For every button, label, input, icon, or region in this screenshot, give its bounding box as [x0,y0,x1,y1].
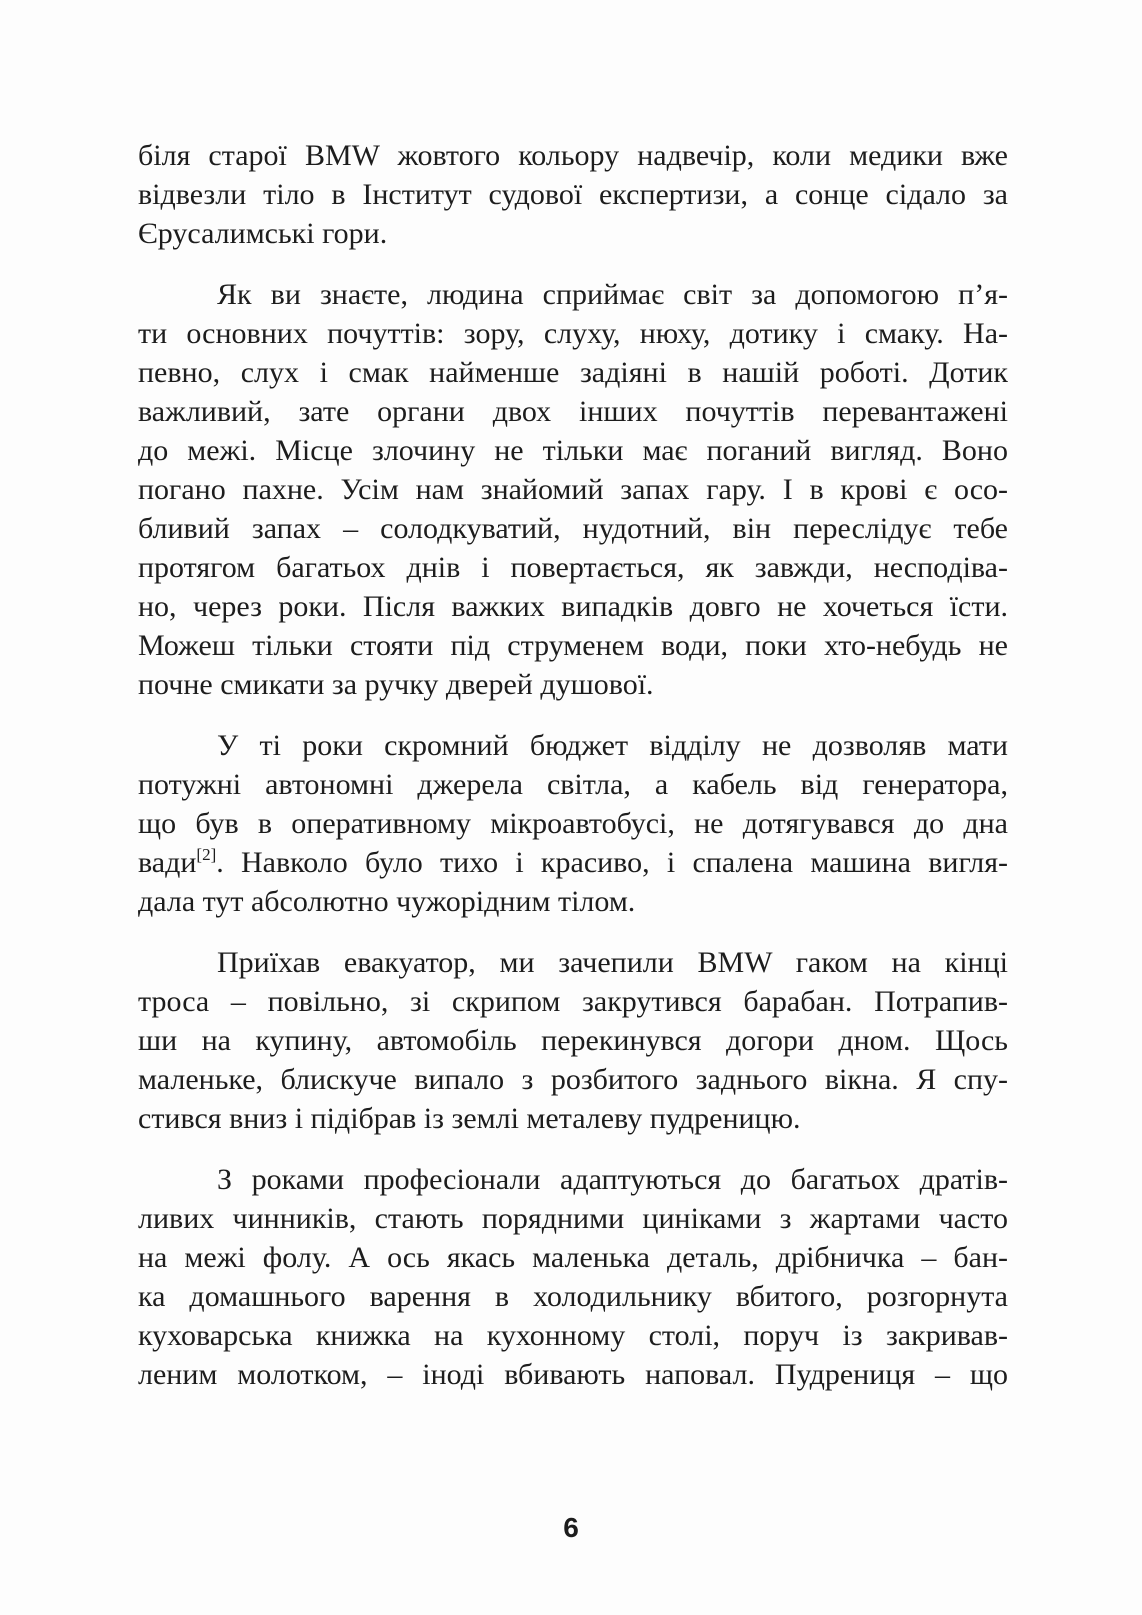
body-text [138,136,1008,1394]
text-line: ши на купину, автомобіль перекинувся догори дном. Щось [138,1024,1008,1057]
text-line: до межі. Місце злочину не тільки має поганий вигляд. Воно [138,434,1008,467]
text-line: З роками професіонали адаптуються до багатьох дратів- [217,1163,1008,1196]
text-fragment: вади [138,846,197,879]
text-line: маленьке, блискуче випало з розбитого заднього вікна. Я спу- [138,1063,1008,1096]
text-line: біля старої BMW жовтого кольору надвечір, коли медики вже [138,139,1008,172]
text-line: Можеш тільки стояти під струменем води, поки хто-небудь не [138,629,1008,662]
text-line: важливий, зате органи двох інших почуттів перевантажені [138,395,1008,428]
text-line: протягом багатьох днів і повертається, як завжди, несподіва- [138,551,1008,584]
text-line: леним молотком, – іноді вбивають наповал. Пудрениця – що [138,1358,1008,1391]
text-line: на межі фолу. А ось якась маленька деталь, дрібничка – бан- [138,1241,1008,1274]
footnote-reference[interactable]: [2] [196,845,217,864]
text-line: дала тут абсолютно чужорідним тілом. [138,885,636,918]
page-number: 6 [563,1512,579,1543]
text-line-with-footnote [138,843,1008,882]
text-line: ка домашнього варення в холодильнику вбитого, розгорнута [138,1280,1008,1313]
text-fragment: . Навколо було тихо і красиво, і спалена машина вигля- [216,846,1008,879]
text-line: У ті роки скромний бюджет відділу не дозволяв мати [217,729,1008,762]
text-line: погано пахне. Усім нам знайомий запах гару. І в крові є осо- [138,473,1008,506]
text-line: Як ви знаєте, людина сприймає світ за допомогою п’я- [217,278,1008,311]
text-line: ливих чинників, стають порядними циніками з жартами часто [138,1202,1008,1235]
text-line: потужні автономні джерела світла, а кабель від генератора, [138,768,1008,801]
text-line: почне смикати за ручку дверей душової. [138,668,654,701]
text-line: відвезли тіло в Інститут судової експертизи, а сонце сідало за [138,178,1008,211]
text-line: певно, слух і смак найменше задіяні в нашій роботі. Дотик [138,356,1008,389]
text-line: Приїхав евакуатор, ми зачепили BMW гаком на кінці [217,946,1008,979]
text-line: що був в оперативному мікроавтобусі, не дотягувався до дна [138,807,1008,840]
text-line: троса – повільно, зі скрипом закрутився барабан. Потрапив- [138,985,1008,1018]
text-line: ти основних почуттів: зору, слуху, нюху, дотику і смаку. На- [138,317,1008,350]
text-line: Єрусалимські гори. [138,217,388,250]
text-line: стився вниз і підібрав із землі металеву пудреницю. [138,1102,801,1135]
text-line: куховарська книжка на кухонному столі, поруч із закривав- [138,1319,1008,1352]
text-line: бливий запах – солодкуватий, нудотний, він переслідує тебе [138,512,1008,545]
text-line: но, через роки. Після важких випадків довго не хочеться їсти. [138,590,1008,623]
